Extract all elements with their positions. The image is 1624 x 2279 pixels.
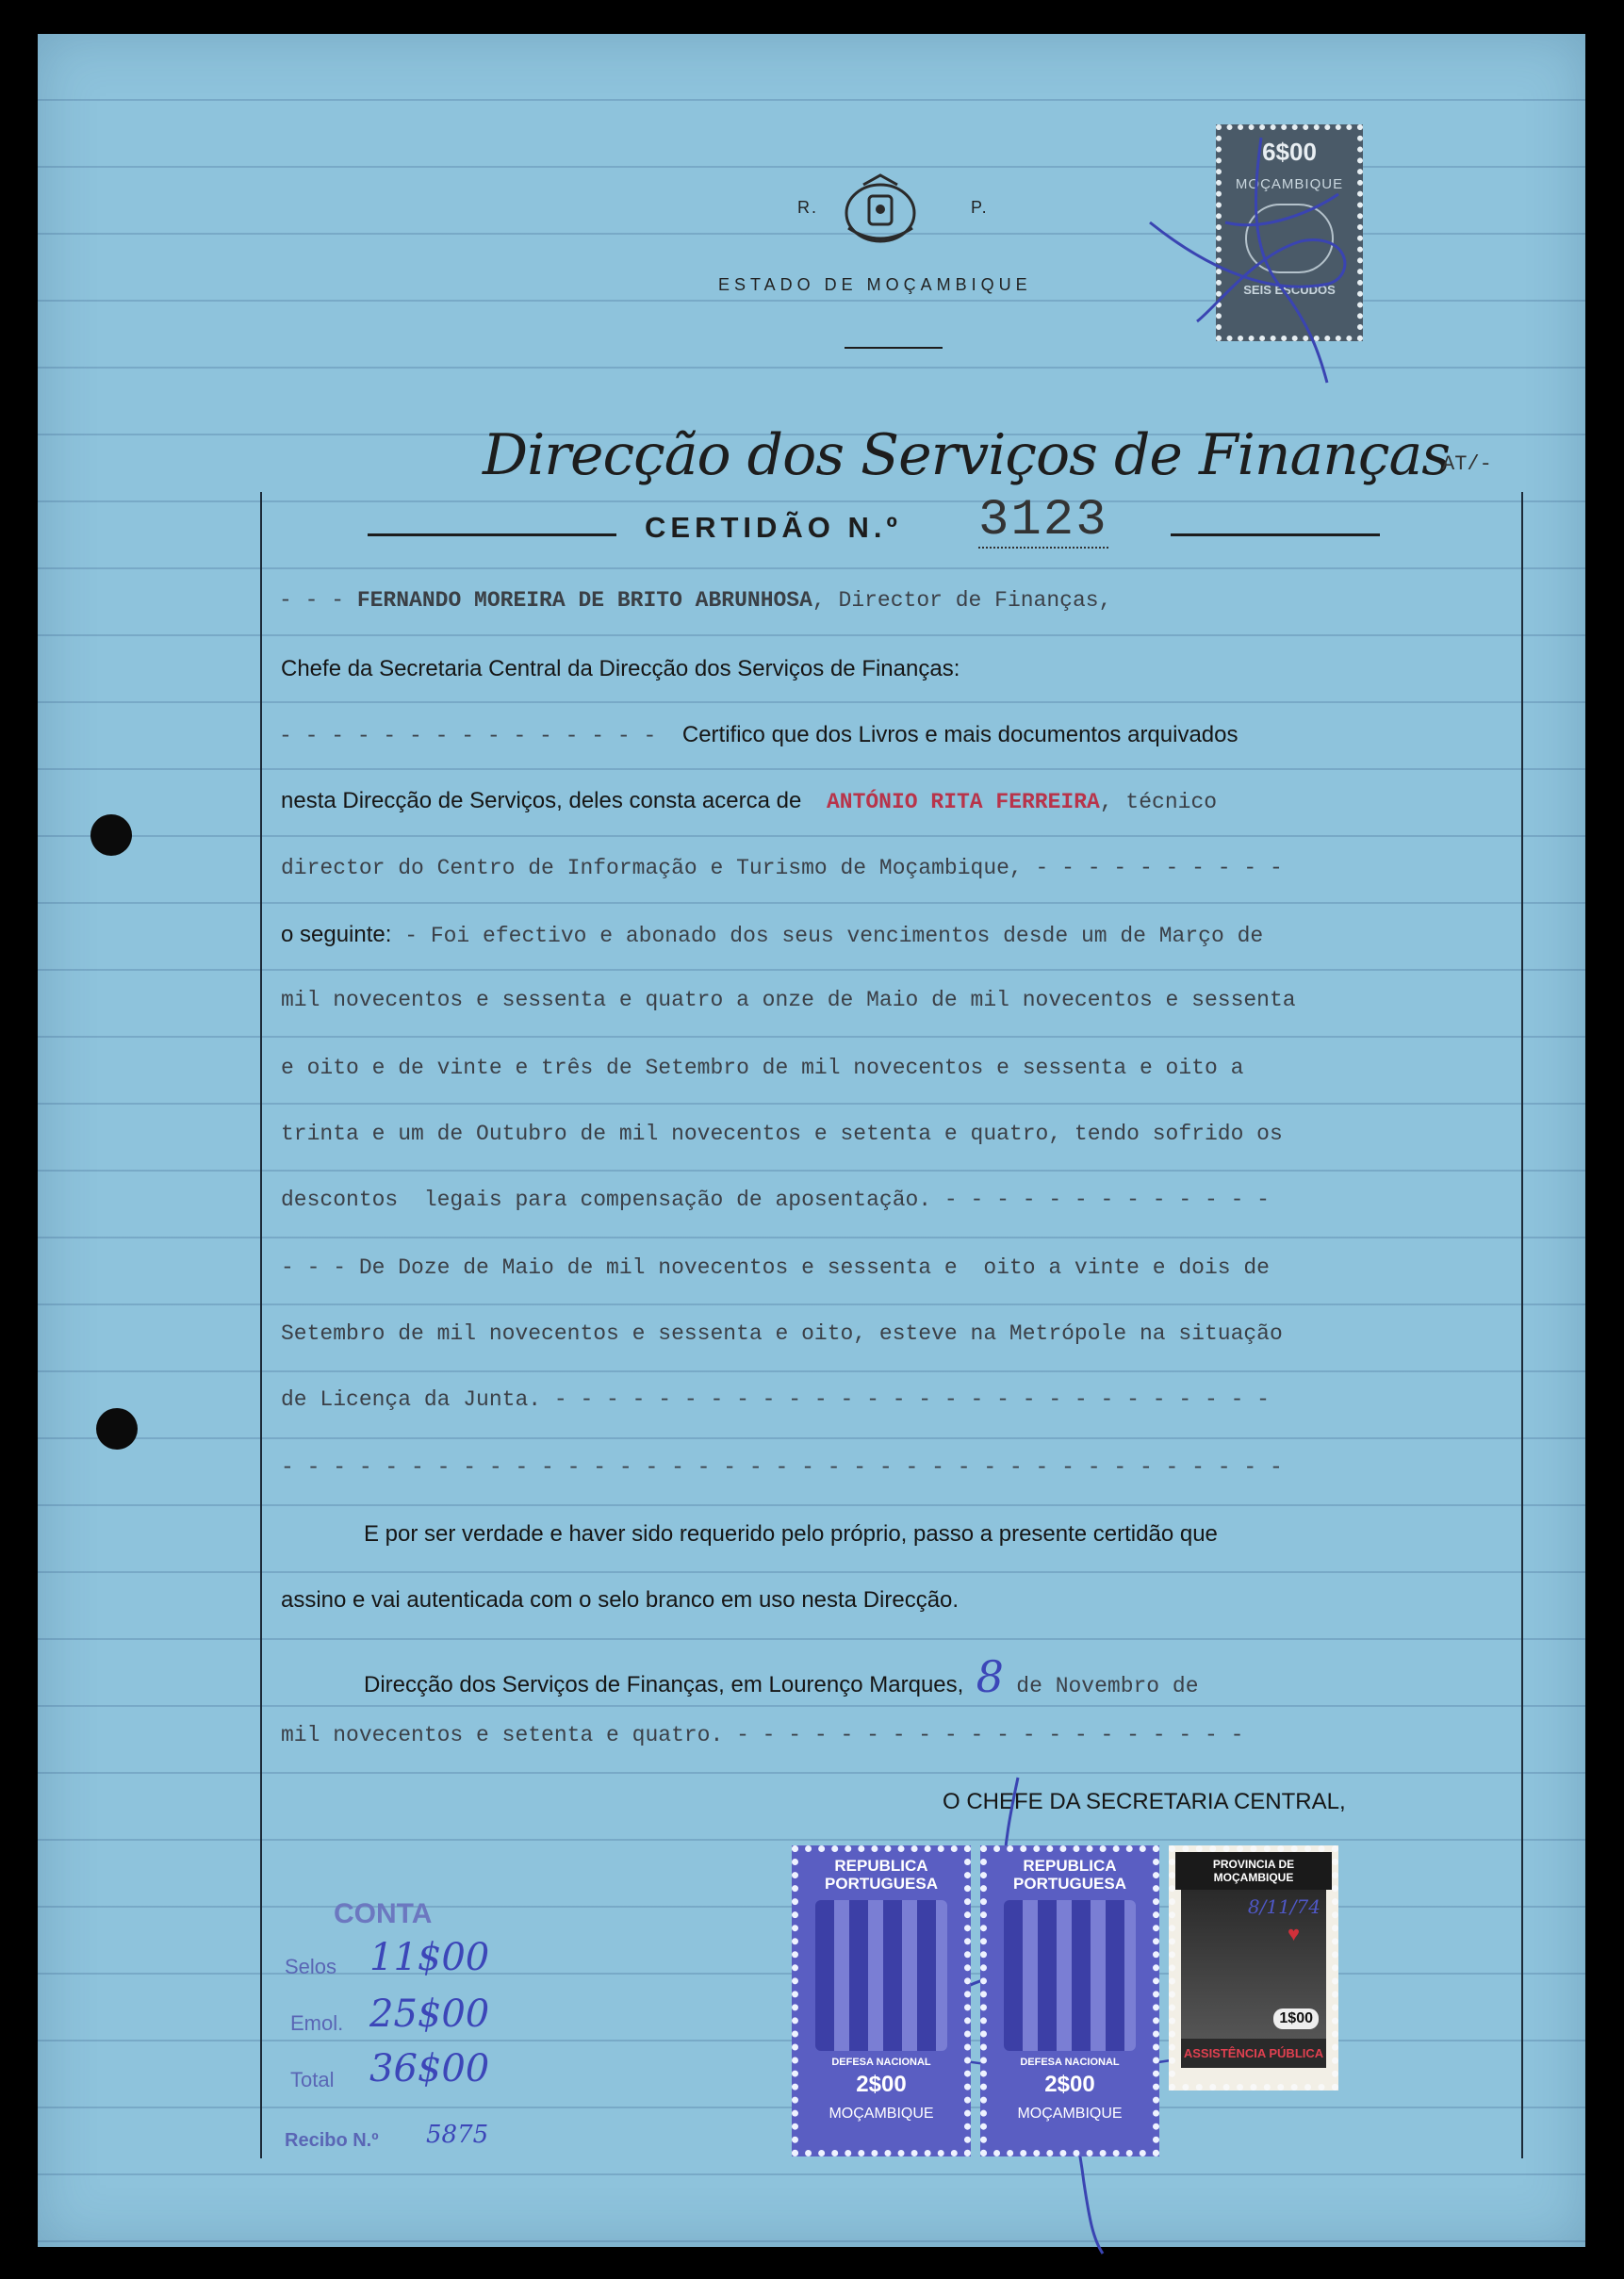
blue-stamp-1-shields [815, 1900, 947, 2051]
tax-stamp-country: MOÇAMBIQUE [1235, 176, 1344, 192]
subject-name: ANTÓNIO RITA FERREIRA [826, 790, 1100, 814]
body-line-8: e oito e de vinte e três de Setembro de mil novecentos e sessenta e oito a [281, 1056, 1244, 1080]
moz-stamp-value: 1$00 [1273, 2008, 1319, 2029]
line6-text: - Foi efectivo e abonado dos seus vencimentos desde um de Março de [391, 924, 1264, 948]
body-line-7: mil novecentos e sessenta e quatro a onze de Maio de mil novecentos e sessenta [281, 988, 1296, 1012]
blue-stamp-2-bottom: MOÇAMBIQUE [1017, 2106, 1123, 2123]
assistencia-stamp [1169, 1845, 1338, 2090]
line3-text: Certifico que dos Livros e mais documentos arquivados [681, 722, 1239, 747]
tax-stamp-cancel-scribble [1140, 119, 1367, 392]
certidao-label: CERTIDÃO N.º [645, 511, 902, 544]
punch-hole-bottom [96, 1408, 138, 1450]
body-line-4 [281, 788, 1217, 814]
line1-rest: , Director de Finanças, [812, 588, 1112, 613]
conta-title: CONTA [334, 1898, 433, 1929]
emol-value: 25$00 [369, 1992, 490, 2036]
line3-dashes: - - - - - - - - - - - - - - - [279, 724, 657, 748]
line1-dashes: - - - [279, 588, 345, 613]
certidao-rule-right [1171, 533, 1380, 536]
blue-stamp-2-middle: DEFESA NACIONAL [1020, 2057, 1120, 2069]
line17-text: Direcção dos Serviços de Finanças, em Lourenço Marques, [364, 1672, 964, 1697]
body-line-9: trinta e um de Outubro de mil novecentos e setenta e quatro, tendo sofrido os [281, 1122, 1283, 1146]
rp-right-letter: P. [971, 198, 989, 217]
line4-text: nesta Direcção de Serviços, deles consta acerca de [281, 788, 802, 813]
recibo-label: Recibo N.º [285, 2130, 379, 2151]
total-value: 36$00 [369, 2047, 490, 2090]
blue-stamp-1-top: REPUBLICA PORTUGUESA [825, 1857, 938, 1893]
signature-title: O CHEFE DA SECRETARIA CENTRAL, [943, 1789, 1346, 1814]
certidao-rule-left [368, 533, 616, 536]
blue-stamp-2-top: REPUBLICA PORTUGUESA [1013, 1857, 1126, 1893]
body-line-16: assino e vai autenticada com o selo branco em uso nesta Direcção. [281, 1587, 960, 1613]
selos-value: 11$00 [369, 1936, 490, 1979]
body-line-10: descontos legais para compensação de aposentação. - - - - - - - - - - - - - [281, 1188, 1270, 1212]
fee-account-stamp [285, 1898, 558, 2181]
line4-rest: , técnico [1099, 790, 1218, 814]
tax-stamp-value: 6$00 [1262, 138, 1317, 166]
moz-stamp-date: 8/11/74 [1247, 1895, 1321, 1918]
body-line-15: E por ser verdade e haver sido requerido pelo próprio, passo a presente certidão que [364, 1521, 1218, 1547]
certificate-sheet [38, 34, 1585, 2247]
body-line-14: - - - - - - - - - - - - - - - - - - - - - - - - - - - - - - - - - - - - - - - [281, 1455, 1283, 1480]
body-line-18: mil novecentos e setenta e quatro. - - - - - - - - - - - - - - - - - - - - [281, 1723, 1244, 1747]
moz-stamp-image [1181, 1890, 1326, 2039]
blue-stamp-2-value: 2$00 [1044, 2072, 1095, 2098]
line6-label: o seguinte: [281, 922, 392, 947]
estado-title: ESTADO DE MOÇAMBIQUE [718, 275, 1032, 294]
direccao-heading: Direcção dos Serviços de Finanças [483, 422, 1451, 488]
revenue-stamp-blue-2 [980, 1845, 1159, 2156]
tax-stamp-words: SEIS ESCUDOS [1243, 283, 1336, 297]
header-short-rule [845, 347, 943, 349]
selos-label: Selos [285, 1955, 337, 1978]
blue-stamp-1-value: 2$00 [856, 2072, 907, 2098]
body-line-5: director do Centro de Informação e Turismo de Moçambique, - - - - - - - - - - [281, 856, 1283, 880]
body-line-3 [279, 722, 1239, 748]
body-line-6 [281, 922, 1263, 948]
certidao-number: 3123 [978, 492, 1108, 549]
reference-code: AT/- [1442, 452, 1492, 476]
punch-hole-top [90, 814, 132, 856]
body-line-2: Chefe da Secretaria Central da Direcção dos Serviços de Finanças: [281, 656, 960, 681]
heart-icon: ♥ [1287, 1922, 1300, 1945]
body-line-1 [279, 588, 1111, 613]
right-margin-line [1521, 492, 1523, 2158]
body-line-17 [364, 1651, 1199, 1702]
total-label: Total [290, 2068, 335, 2091]
coat-of-arms-emblem [835, 172, 926, 249]
body-line-13: de Licença da Junta. - - - - - - - - - - - - - - - - - - - - - - - - - - - - [281, 1387, 1270, 1412]
moz-stamp-top: PROVINCIA DE MOÇAMBIQUE [1175, 1852, 1332, 1890]
recibo-value: 5875 [426, 2121, 489, 2149]
revenue-stamp-blue-1 [792, 1845, 971, 2156]
blue-stamp-2-shields [1004, 1900, 1136, 2051]
left-margin-line [260, 492, 262, 2158]
handwritten-day: 8 [976, 1651, 1004, 1702]
emol-label: Emol. [290, 2011, 344, 2035]
line17-rest: de Novembro de [1016, 1674, 1199, 1698]
blue-stamp-1-bottom: MOÇAMBIQUE [828, 2106, 934, 2123]
blue-stamp-1-middle: DEFESA NACIONAL [831, 2057, 931, 2069]
body-line-12: Setembro de mil novecentos e sessenta e oito, esteve na Metrópole na situação [281, 1321, 1283, 1346]
rp-left-letter: R. [797, 198, 818, 217]
moz-stamp-bottom: ASSISTÊNCIA PÚBLICA [1181, 2039, 1326, 2068]
director-name: FERNANDO MOREIRA DE BRITO ABRUNHOSA [356, 588, 812, 613]
body-line-11: - - - De Doze de Maio de mil novecentos e sessenta e oito a vinte e dois de [281, 1255, 1270, 1280]
